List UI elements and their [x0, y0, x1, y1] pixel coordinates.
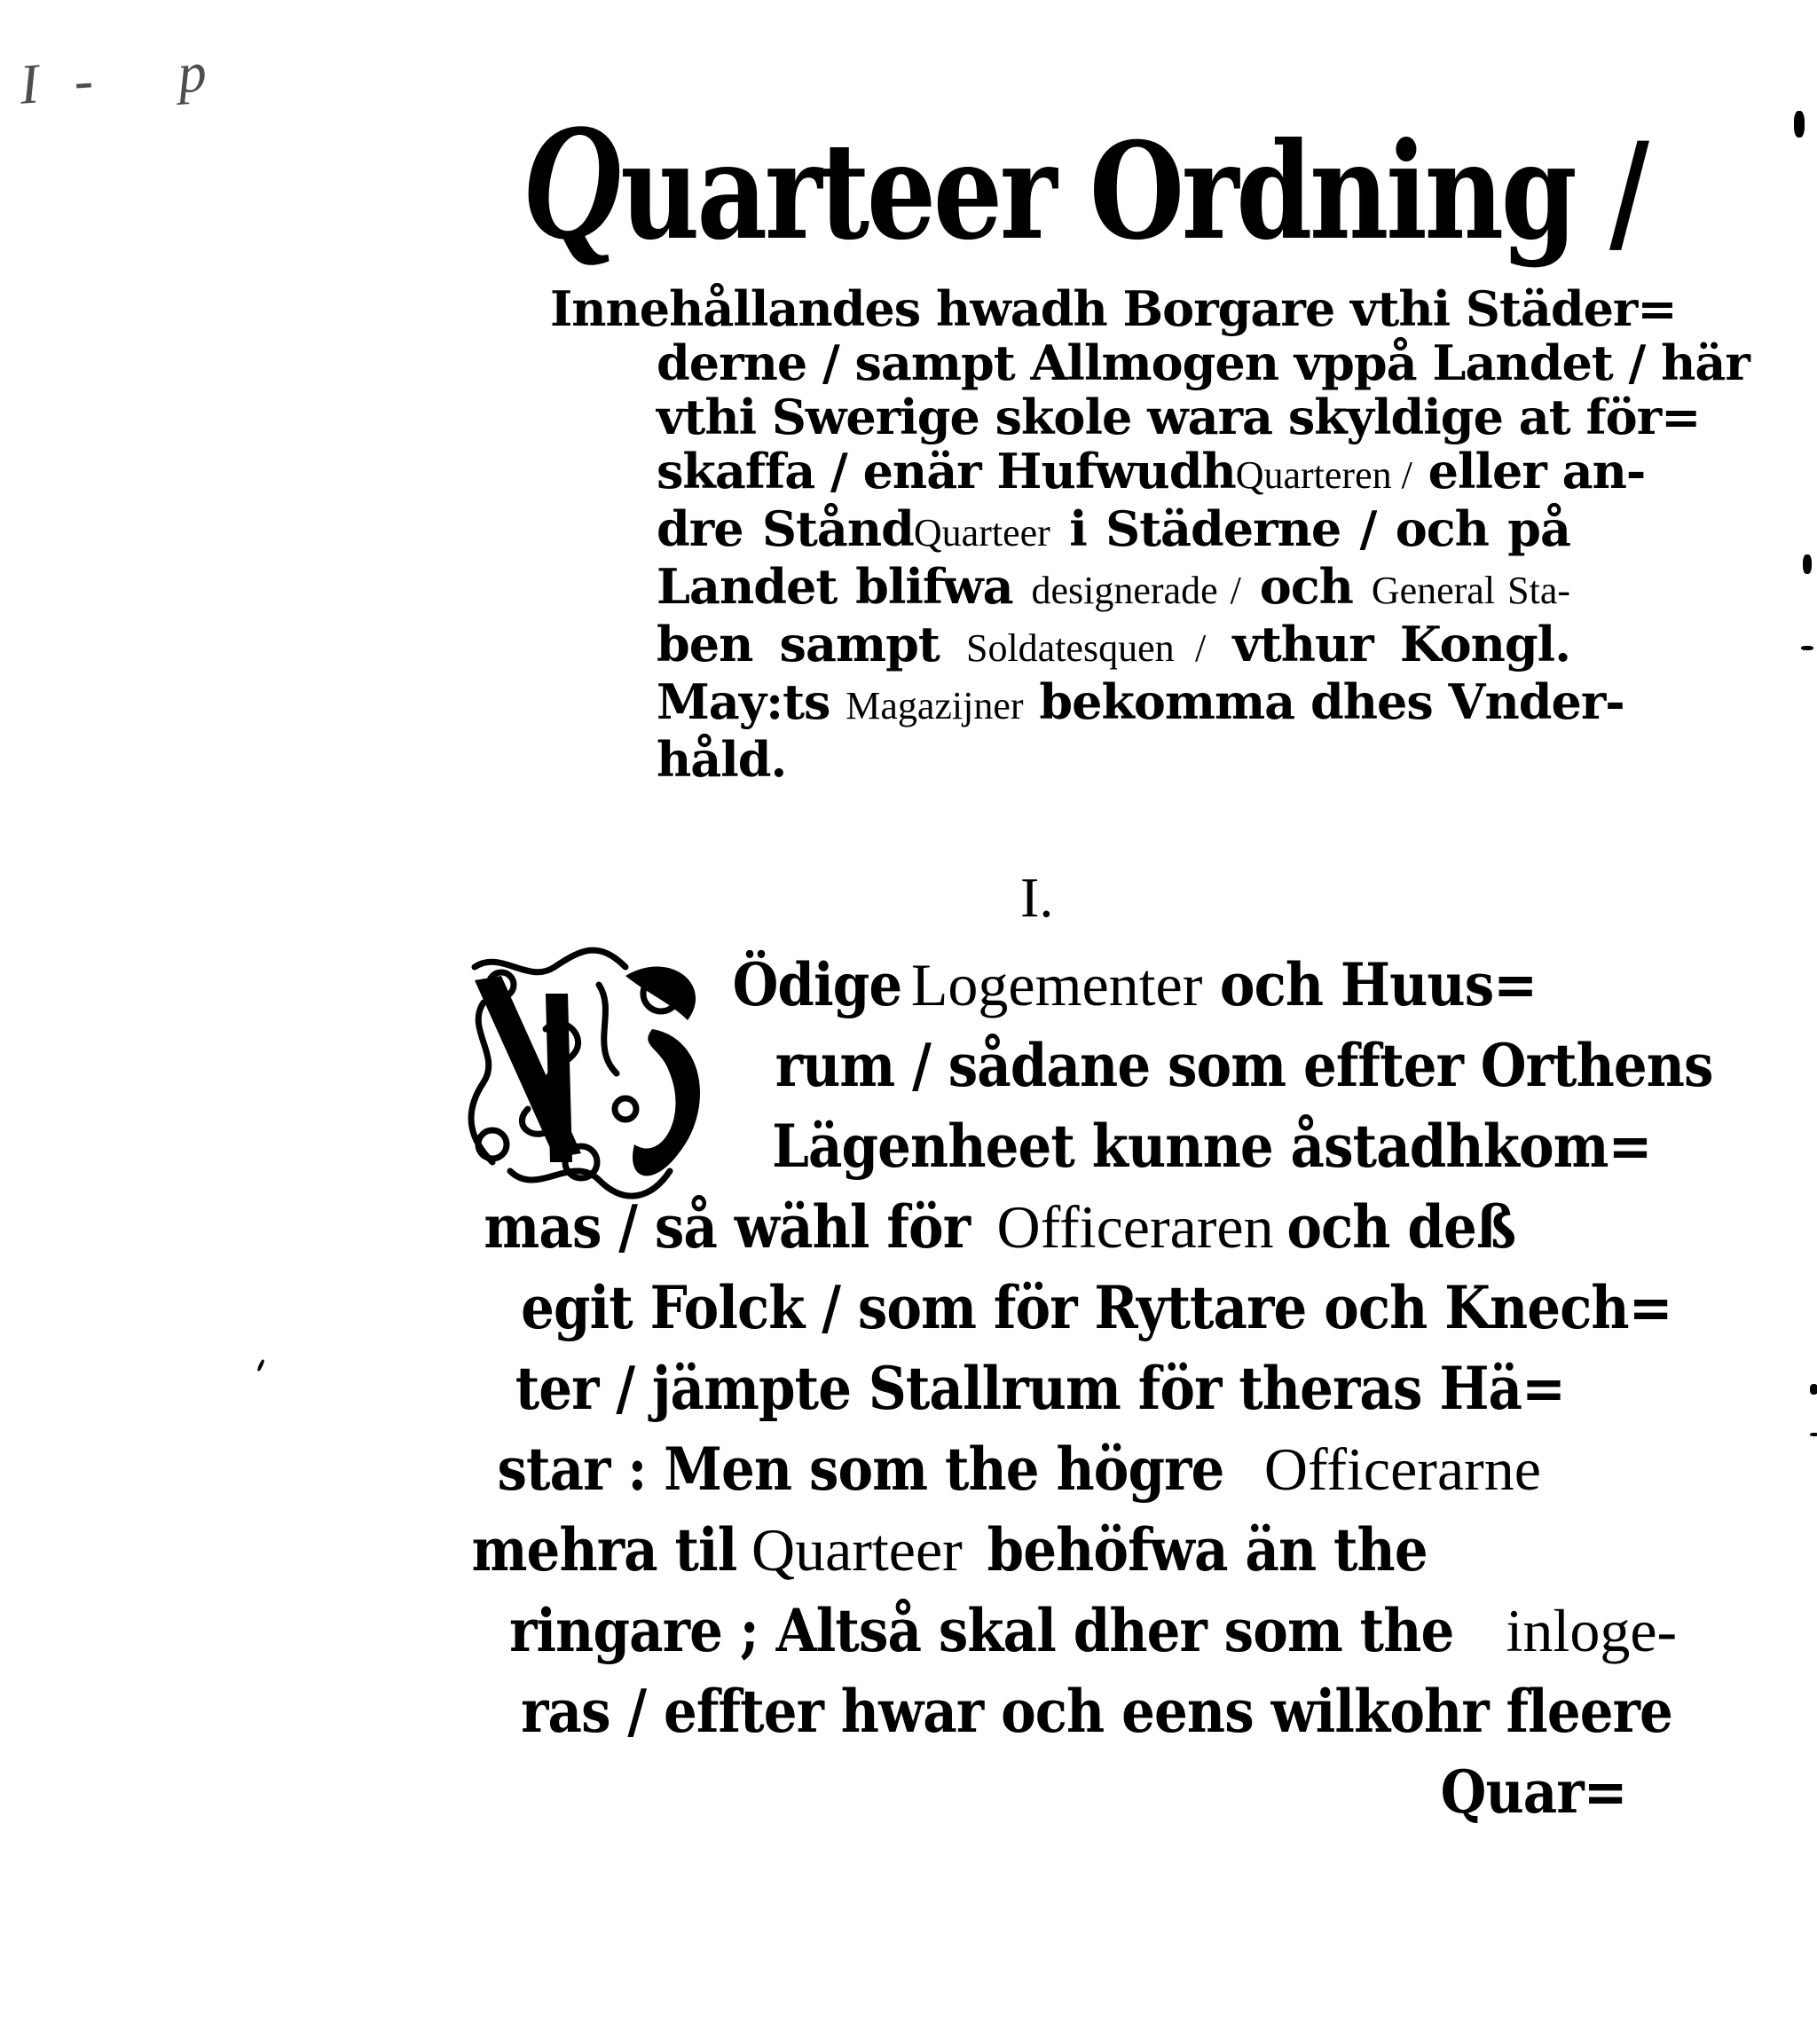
antiqua-text: designerade /: [1031, 569, 1241, 612]
blackletter-text: Ödige: [732, 950, 902, 1019]
blackletter-text: och Huus=: [1220, 950, 1538, 1019]
blackletter-text: ter / jämpte Stallrum för theras Hä=: [515, 1354, 1566, 1423]
scan-speck: [1794, 111, 1805, 138]
scan-speck: [1803, 554, 1812, 574]
blackletter-text: ben sampt: [657, 616, 966, 672]
blackletter-text: vthur Kongl.: [1206, 616, 1570, 672]
subtitle-line: [550, 334, 1750, 391]
antiqua-text: inloge-: [1506, 1597, 1678, 1664]
body-line: [457, 1026, 1713, 1106]
blackletter-text: vthi Swerige skole wara skyldige at för=: [657, 389, 1701, 445]
blackletter-text: dre Stånd: [657, 500, 914, 557]
blackletter-text: derne / sampt Allmogen vppå Landet / här: [657, 334, 1750, 391]
blackletter-text: ras / effter hwar och eens wilkohr fleere: [521, 1677, 1672, 1746]
blackletter-text: star : Men som the högre: [497, 1435, 1224, 1504]
antiqua-text: Quarteer: [913, 511, 1050, 554]
subtitle-line: [550, 733, 1570, 787]
blackletter-text: mas / så wähl för: [484, 1192, 971, 1262]
antiqua-text: General Sta-: [1371, 569, 1570, 612]
blackletter-text: egit Folck / som för Ryttare och Knech=: [521, 1273, 1672, 1342]
blackletter-text: Landet blifwa: [657, 558, 1032, 615]
subtitle-line: [550, 617, 1570, 675]
body-line: [457, 945, 1637, 1026]
body-line: [457, 1268, 1672, 1348]
subtitle-line: [550, 443, 1646, 502]
antiqua-text: Officeraren: [996, 1193, 1274, 1261]
blackletter-text: eller an-: [1412, 443, 1646, 499]
blackletter-text: Quar=: [1440, 1757, 1627, 1827]
page-title: [523, 89, 1647, 275]
antiqua-text: Officerarne: [1263, 1435, 1541, 1503]
subtitle-line: [550, 280, 1677, 337]
title-text: uarteer Ordning /: [620, 114, 1647, 270]
body-line: [457, 1429, 1637, 1510]
blackletter-text: i Städerne / och på: [1050, 500, 1570, 557]
body-paragraph: [457, 945, 1713, 1833]
body-line: [457, 1106, 1652, 1187]
scan-speck: [1810, 1384, 1817, 1395]
blackletter-text: rum / sådane som effter Orthens: [775, 1031, 1713, 1100]
body-line: [457, 1187, 1637, 1268]
body-line: [457, 1591, 1678, 1671]
blackletter-text: behöfwa än the: [987, 1515, 1428, 1584]
blackletter-text: May:ts: [657, 673, 846, 730]
subtitle-line: [550, 502, 1570, 560]
blackletter-text: Lägenheet kunne åstadhkom=: [772, 1112, 1652, 1181]
blackletter-text: bekomma dhes Vnder-: [1023, 673, 1624, 730]
scan-speck: [1810, 1433, 1817, 1436]
body-line: [457, 1510, 1637, 1591]
subtitle-line: [550, 560, 1570, 617]
antiqua-text: Quarteren /: [1235, 453, 1412, 497]
blackletter-text: mehra til: [471, 1515, 737, 1584]
subtitle-line: [550, 389, 1701, 445]
blackletter-text: håld.: [657, 731, 787, 788]
body-line: [457, 1671, 1672, 1752]
blackletter-text: ringare ; Altså skal dher som the: [509, 1596, 1454, 1665]
antiqua-text: Quarteer: [751, 1516, 963, 1584]
body-line: [457, 1348, 1637, 1429]
scan-speck: [256, 1359, 265, 1372]
subtitle-line: [550, 673, 1624, 733]
body-line: [457, 1752, 1637, 1833]
blackletter-text: Innehållandes hwadh Borgare vthi Städer=: [550, 280, 1677, 337]
handwritten-margin-note: I- p: [17, 37, 244, 116]
antiqua-text: Magazijner: [846, 684, 1024, 727]
antiqua-text: Soldatesquen /: [965, 626, 1207, 670]
scan-speck: [1801, 646, 1813, 650]
title-initial: Q: [523, 89, 621, 275]
subtitle-block: [550, 280, 1750, 788]
antiqua-text: Logementer: [910, 951, 1203, 1018]
svg-text:N: N: [537, 1144, 538, 1145]
section-number: I.: [1020, 866, 1054, 929]
blackletter-text: och deß: [1286, 1192, 1515, 1262]
blackletter-text: och: [1240, 558, 1372, 615]
blackletter-text: skaffa / enär Hufwudh: [657, 443, 1236, 499]
